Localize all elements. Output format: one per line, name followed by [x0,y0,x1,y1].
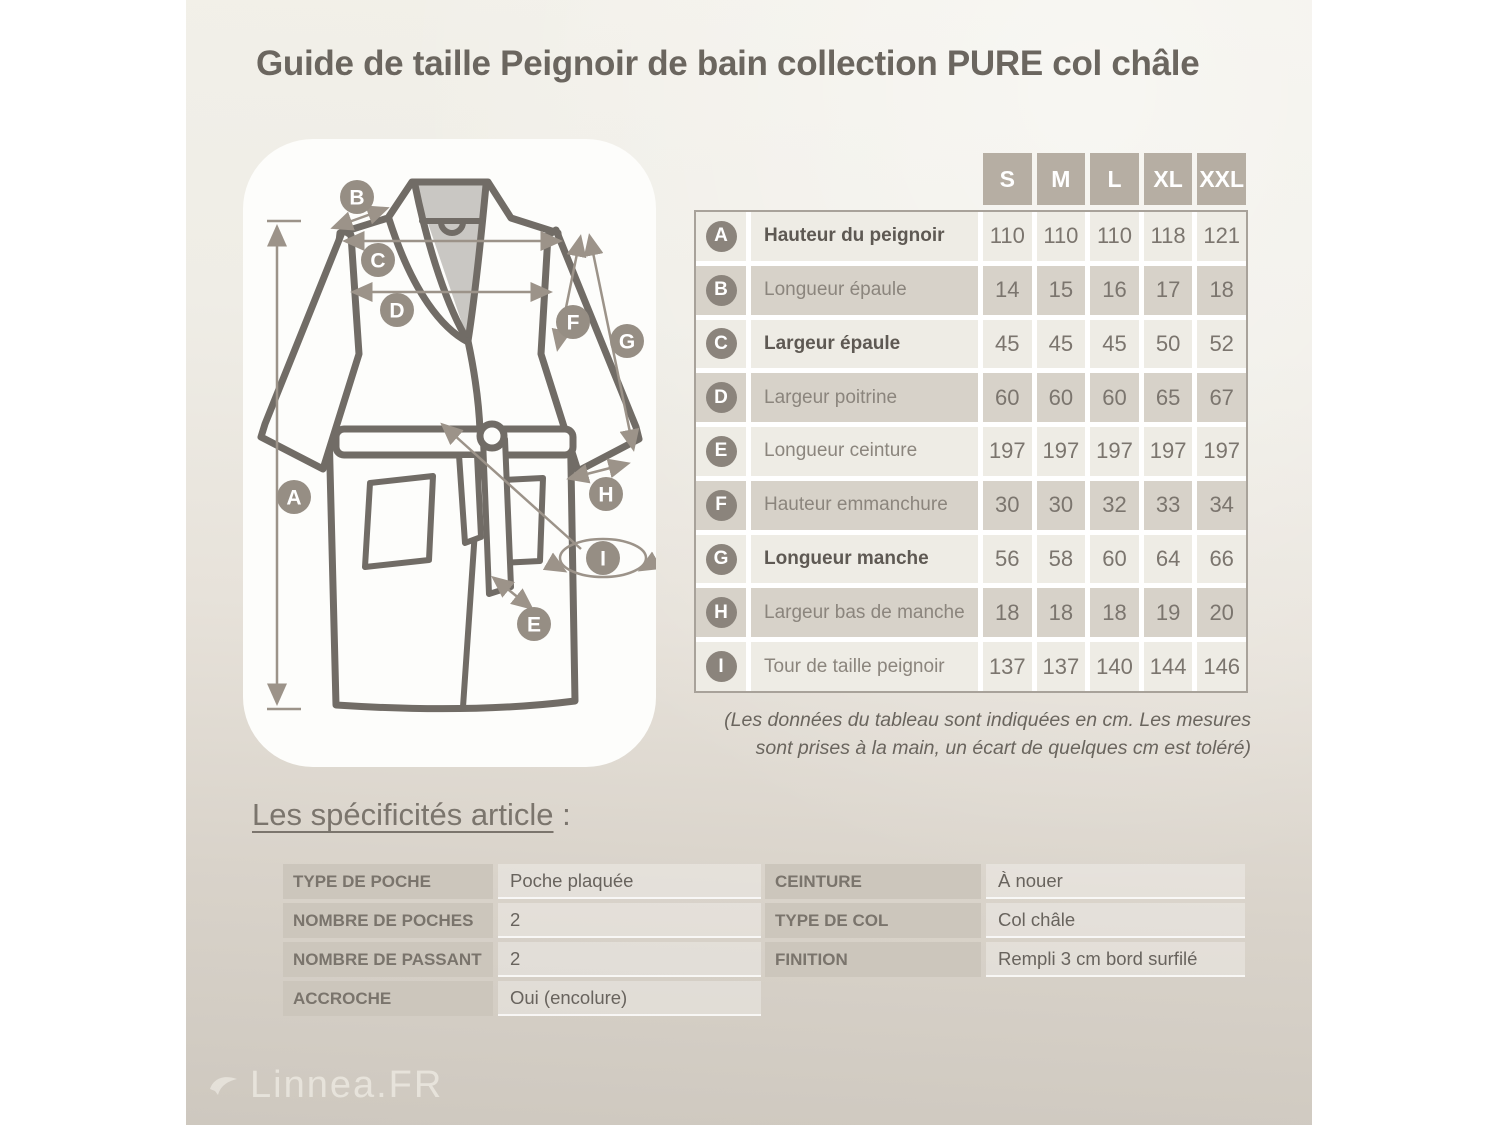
row-label: Hauteur du peignoir [751,212,978,261]
spec-label: FINITION [765,942,981,977]
specs-table-right [765,864,1245,977]
brand-leaf-icon [206,1069,240,1103]
svg-text:C: C [370,249,386,273]
spec-value: Poche plaquée [498,864,761,899]
diagram-label-d [380,293,414,327]
row-letter-badge: I [706,651,737,682]
row-letter-badge: D [706,382,737,413]
robe-diagram [243,139,656,767]
spec-label: CEINTURE [765,864,981,899]
size-column-header-xxl: XXL [1197,153,1246,205]
row-label: Longueur manche [751,535,978,584]
row-letter-badge: F [706,490,737,521]
spec-label: ACCROCHE [283,981,493,1016]
robe-belt [336,429,573,455]
size-table: A Hauteur du peignoir 110 110 110 118 121 B Longueur épaule 14 15 16 17 18 C Largeur épaule 45 45 45 50 52 D Largeur poitrine 60 60 60 65 67 E Longueur ceinture 197 197 197 197 197 F Hauteur emmanchure 30 30 32 33 34 G Longueur manche 56 58 60 64 66 H Largeur bas de manche 18 18 18 19 20 I Tour de taille peignoir 137 137 140 144 146 [694,210,1248,693]
specs-heading: Les spécificités article : [252,797,571,832]
row-label: Tour de taille peignoir [751,642,978,691]
row-letter-badge: H [706,597,737,628]
size-column-header-l: L [1090,153,1139,205]
diagram-label-g [610,324,644,358]
diagram-label-i [586,541,620,575]
row-letter-badge: A [706,221,737,252]
svg-text:E: E [526,613,542,637]
svg-text:I: I [600,547,606,571]
size-guide-page [186,0,1312,1125]
spec-value: Oui (encolure) [498,981,761,1016]
diagram-label-c [361,243,395,277]
brand-name: Linnea.FR [250,1064,444,1106]
row-letter-badge: E [706,436,737,467]
spec-label: TYPE DE COL [765,903,981,938]
table-note: (Les données du tableau sont indiquées en cm. Les mesures sont prises à la main, un écart de quelques cm est toléré) [724,709,1251,759]
row-letter-badge: C [706,328,737,359]
spec-label: NOMBRE DE POCHES [283,903,493,938]
diagram-label-e [517,607,551,641]
brand-watermark [206,1064,443,1107]
svg-text:A: A [286,486,302,510]
row-letter-badge: G [706,544,737,575]
size-table-header [694,153,1248,205]
diagram-label-b [340,180,374,214]
row-label: Largeur poitrine [751,373,978,422]
svg-text:H: H [598,483,614,507]
spec-value: Rempli 3 cm bord surfilé [986,942,1245,977]
spec-value: À nouer [986,864,1245,899]
spec-value: 2 [498,942,761,977]
robe-tie-front [483,439,511,594]
row-label: Hauteur emmanchure [751,481,978,530]
robe-tie-back [459,455,481,543]
spec-value: Col châle [986,903,1245,938]
svg-text:B: B [349,186,365,210]
spec-value: 2 [498,903,761,938]
page-title: Guide de taille Peignoir de bain collection PURE col châle [256,44,1200,83]
row-label: Largeur bas de manche [751,588,978,637]
svg-text:G: G [618,330,636,354]
size-column-header-xl: XL [1144,153,1193,205]
svg-text:F: F [566,311,580,335]
size-column-header-s: S [983,153,1032,205]
robe-belt-knot [480,424,504,448]
row-label: Longueur épaule [751,266,978,315]
row-label: Longueur ceinture [751,427,978,476]
diagram-label-a [277,480,311,514]
spec-label: NOMBRE DE PASSANT [283,942,493,977]
diagram-label-f [556,305,590,339]
row-label: Largeur épaule [751,320,978,369]
size-column-header-m: M [1037,153,1086,205]
diagram-label-h [589,477,623,511]
specs-table-left [283,864,761,1016]
svg-text:D: D [389,299,405,323]
spec-label: TYPE DE POCHE [283,864,493,899]
row-letter-badge: B [706,275,737,306]
